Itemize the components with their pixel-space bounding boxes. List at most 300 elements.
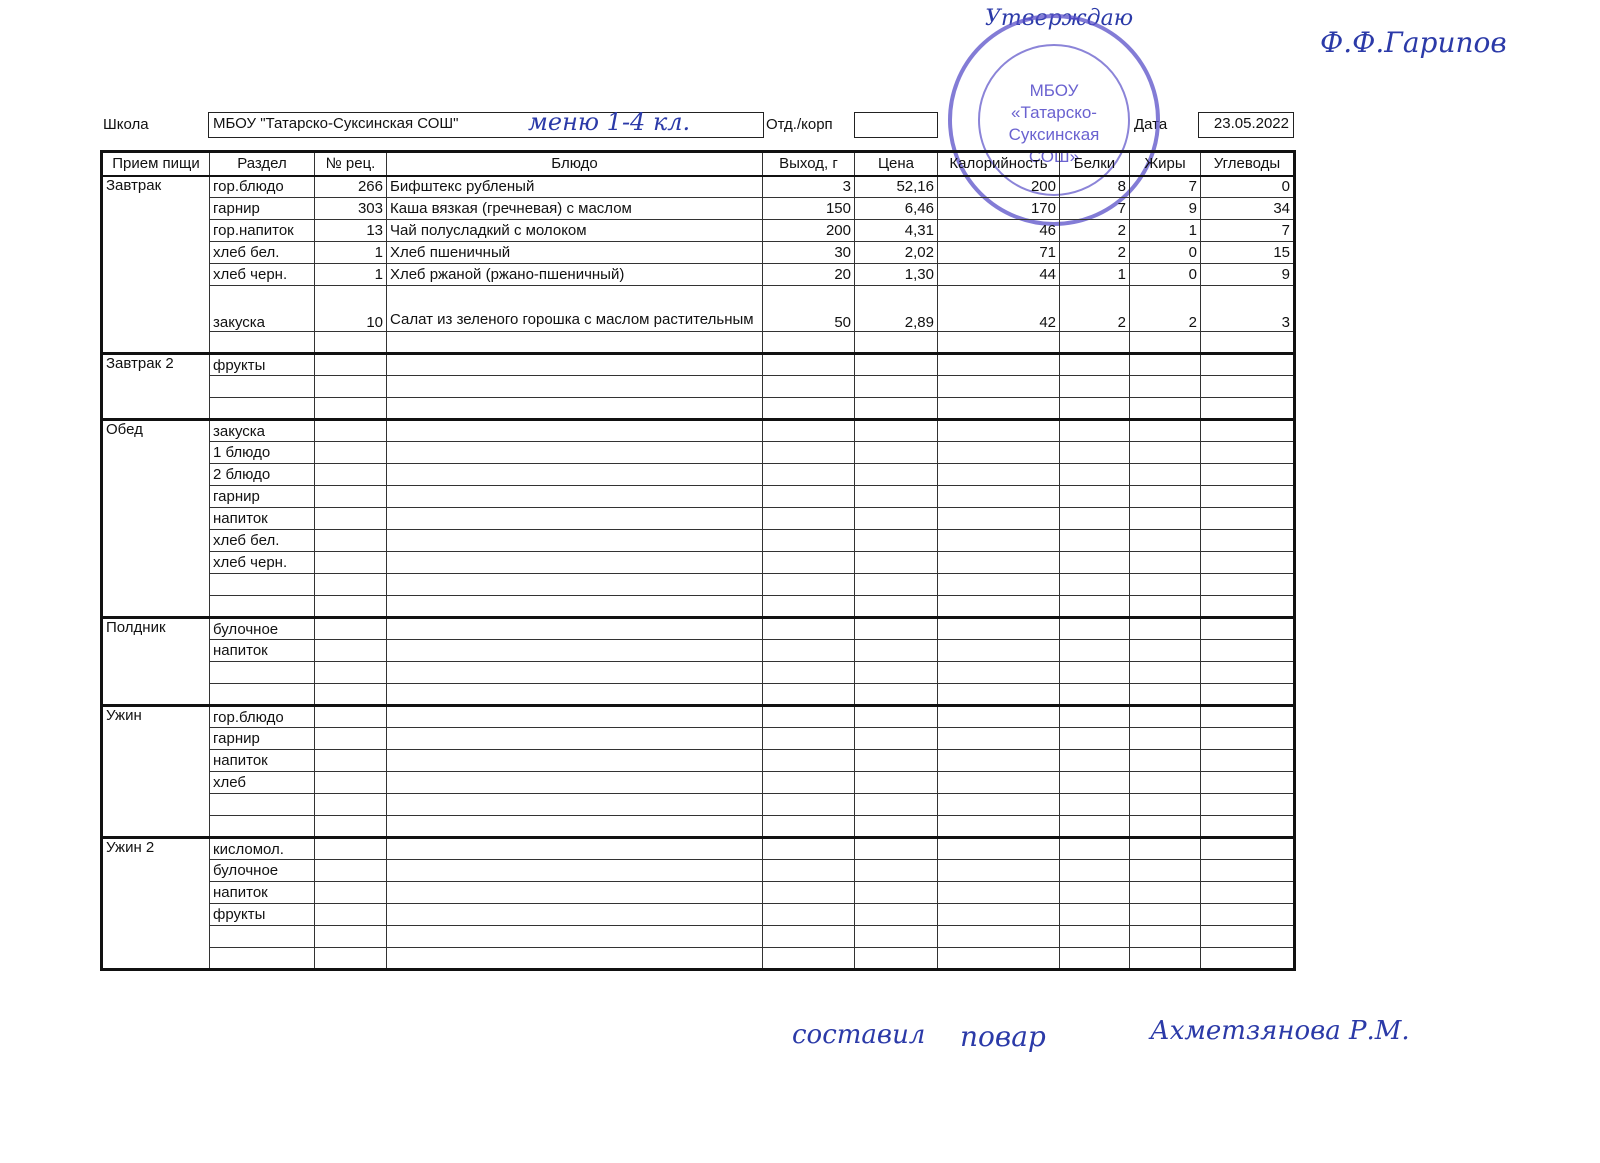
- output-cell: [763, 662, 855, 684]
- recipe-cell: [315, 750, 387, 772]
- dish-cell: [387, 904, 763, 926]
- dish-cell: [387, 420, 763, 442]
- table-row: [102, 904, 1295, 926]
- table-row: [102, 640, 1295, 662]
- price-cell: [855, 882, 938, 904]
- output-cell: [763, 728, 855, 750]
- fat-cell: [1130, 376, 1201, 398]
- carbs-cell: [1201, 794, 1295, 816]
- output-cell: [763, 860, 855, 882]
- price-cell: [855, 464, 938, 486]
- section-cell: [210, 816, 315, 838]
- calories-cell: 42: [938, 286, 1060, 332]
- fat-cell: [1130, 662, 1201, 684]
- protein-cell: 1: [1060, 264, 1130, 286]
- recipe-cell: [315, 684, 387, 706]
- price-cell: [855, 442, 938, 464]
- price-cell: [855, 486, 938, 508]
- output-cell: [763, 508, 855, 530]
- protein-cell: [1060, 684, 1130, 706]
- output-cell: [763, 596, 855, 618]
- recipe-cell: [315, 860, 387, 882]
- section-cell: напиток: [210, 882, 315, 904]
- calories-cell: [938, 640, 1060, 662]
- price-cell: [855, 948, 938, 970]
- recipe-cell: [315, 552, 387, 574]
- recipe-cell: [315, 706, 387, 728]
- meal-name-cell: Ужин 2: [102, 838, 210, 970]
- section-cell: [210, 926, 315, 948]
- recipe-cell: [315, 464, 387, 486]
- col-header-calories: Калорийность: [938, 152, 1060, 176]
- dish-cell: [387, 750, 763, 772]
- price-cell: [855, 772, 938, 794]
- calories-cell: [938, 618, 1060, 640]
- section-cell: напиток: [210, 640, 315, 662]
- stamp-line: «Татарско-: [1011, 103, 1097, 122]
- protein-cell: [1060, 794, 1130, 816]
- carbs-cell: [1201, 332, 1295, 354]
- section-cell: фрукты: [210, 354, 315, 376]
- output-cell: [763, 794, 855, 816]
- carbs-cell: [1201, 772, 1295, 794]
- calories-cell: [938, 530, 1060, 552]
- table-row: [102, 420, 1295, 442]
- protein-cell: [1060, 596, 1130, 618]
- table-row: [102, 176, 1295, 198]
- calories-cell: [938, 442, 1060, 464]
- price-cell: 6,46: [855, 198, 938, 220]
- carbs-cell: [1201, 574, 1295, 596]
- output-cell: 150: [763, 198, 855, 220]
- dept-label: Отд./корп: [766, 116, 833, 133]
- calories-cell: [938, 684, 1060, 706]
- recipe-cell: [315, 376, 387, 398]
- table-row: [102, 882, 1295, 904]
- recipe-cell: [315, 618, 387, 640]
- protein-cell: [1060, 332, 1130, 354]
- price-cell: [855, 618, 938, 640]
- col-header-dish: Блюдо: [387, 152, 763, 176]
- col-header-recipe: № рец.: [315, 152, 387, 176]
- fat-cell: [1130, 772, 1201, 794]
- price-cell: 2,89: [855, 286, 938, 332]
- protein-cell: [1060, 816, 1130, 838]
- calories-cell: [938, 728, 1060, 750]
- table-row: [102, 552, 1295, 574]
- section-cell: булочное: [210, 860, 315, 882]
- table-row: [102, 264, 1295, 286]
- calories-cell: 170: [938, 198, 1060, 220]
- table-row: [102, 706, 1295, 728]
- dish-cell: [387, 640, 763, 662]
- section-cell: гор.блюдо: [210, 176, 315, 198]
- section-cell: гарнир: [210, 486, 315, 508]
- calories-cell: [938, 552, 1060, 574]
- dish-cell: [387, 816, 763, 838]
- calories-cell: [938, 398, 1060, 420]
- carbs-cell: [1201, 442, 1295, 464]
- output-cell: [763, 926, 855, 948]
- table-row: [102, 220, 1295, 242]
- recipe-cell: [315, 354, 387, 376]
- protein-cell: [1060, 860, 1130, 882]
- recipe-cell: 1: [315, 242, 387, 264]
- protein-cell: [1060, 750, 1130, 772]
- carbs-cell: [1201, 376, 1295, 398]
- recipe-cell: 266: [315, 176, 387, 198]
- carbs-cell: [1201, 640, 1295, 662]
- price-cell: [855, 398, 938, 420]
- output-cell: [763, 354, 855, 376]
- calories-cell: [938, 750, 1060, 772]
- handwritten-cook-name: Ахметзянова Р.М.: [1150, 1016, 1410, 1046]
- price-cell: [855, 596, 938, 618]
- calories-cell: [938, 904, 1060, 926]
- recipe-cell: [315, 420, 387, 442]
- col-header-price: Цена: [855, 152, 938, 176]
- calories-cell: [938, 574, 1060, 596]
- carbs-cell: 3: [1201, 286, 1295, 332]
- protein-cell: 2: [1060, 242, 1130, 264]
- carbs-cell: [1201, 552, 1295, 574]
- section-cell: [210, 596, 315, 618]
- protein-cell: [1060, 464, 1130, 486]
- recipe-cell: [315, 926, 387, 948]
- dish-cell: Салат из зеленого горошка с маслом растительным: [387, 286, 763, 332]
- meal-name-cell: Завтрак 2: [102, 354, 210, 420]
- section-cell: гарнир: [210, 728, 315, 750]
- section-cell: [210, 398, 315, 420]
- output-cell: 30: [763, 242, 855, 264]
- meal-name-cell: Полдник: [102, 618, 210, 706]
- calories-cell: [938, 486, 1060, 508]
- stamp-line: МБОУ: [1029, 81, 1079, 100]
- carbs-cell: [1201, 464, 1295, 486]
- recipe-cell: [315, 596, 387, 618]
- dept-field: [854, 112, 938, 138]
- handwritten-menu-note: меню 1-4 кл.: [528, 108, 691, 136]
- carbs-cell: 34: [1201, 198, 1295, 220]
- protein-cell: [1060, 398, 1130, 420]
- output-cell: [763, 486, 855, 508]
- fat-cell: [1130, 486, 1201, 508]
- dish-cell: [387, 706, 763, 728]
- meal-name-cell: Обед: [102, 420, 210, 618]
- protein-cell: 7: [1060, 198, 1130, 220]
- calories-cell: [938, 882, 1060, 904]
- table-row: [102, 596, 1295, 618]
- fat-cell: 7: [1130, 176, 1201, 198]
- section-cell: [210, 332, 315, 354]
- carbs-cell: [1201, 706, 1295, 728]
- section-cell: хлеб бел.: [210, 242, 315, 264]
- carbs-cell: 0: [1201, 176, 1295, 198]
- table-row: [102, 860, 1295, 882]
- fat-cell: [1130, 640, 1201, 662]
- carbs-cell: [1201, 618, 1295, 640]
- output-cell: 3: [763, 176, 855, 198]
- fat-cell: 9: [1130, 198, 1201, 220]
- output-cell: [763, 706, 855, 728]
- dish-cell: [387, 596, 763, 618]
- carbs-cell: [1201, 926, 1295, 948]
- output-cell: [763, 398, 855, 420]
- dish-cell: [387, 772, 763, 794]
- calories-cell: [938, 926, 1060, 948]
- table-row: [102, 728, 1295, 750]
- output-cell: 50: [763, 286, 855, 332]
- price-cell: [855, 750, 938, 772]
- section-cell: [210, 684, 315, 706]
- table-row: [102, 772, 1295, 794]
- fat-cell: [1130, 574, 1201, 596]
- dish-cell: [387, 728, 763, 750]
- recipe-cell: [315, 332, 387, 354]
- protein-cell: [1060, 574, 1130, 596]
- dish-cell: [387, 508, 763, 530]
- fat-cell: [1130, 750, 1201, 772]
- dish-cell: [387, 354, 763, 376]
- dish-cell: Хлеб ржаной (ржано-пшеничный): [387, 264, 763, 286]
- output-cell: [763, 376, 855, 398]
- carbs-cell: 9: [1201, 264, 1295, 286]
- carbs-cell: 7: [1201, 220, 1295, 242]
- protein-cell: [1060, 552, 1130, 574]
- fat-cell: [1130, 860, 1201, 882]
- table-row: [102, 198, 1295, 220]
- recipe-cell: [315, 662, 387, 684]
- date-label: Дата: [1134, 116, 1168, 133]
- protein-cell: [1060, 354, 1130, 376]
- fat-cell: [1130, 530, 1201, 552]
- col-header-protein: Белки: [1060, 152, 1130, 176]
- protein-cell: [1060, 486, 1130, 508]
- price-cell: [855, 904, 938, 926]
- calories-cell: [938, 662, 1060, 684]
- dish-cell: [387, 552, 763, 574]
- table-row: [102, 398, 1295, 420]
- col-header-output: Выход, г: [763, 152, 855, 176]
- section-cell: хлеб черн.: [210, 552, 315, 574]
- carbs-cell: [1201, 530, 1295, 552]
- output-cell: [763, 904, 855, 926]
- table-row: [102, 684, 1295, 706]
- table-row: [102, 948, 1295, 970]
- handwritten-compiled: составил: [792, 1020, 926, 1050]
- carbs-cell: [1201, 420, 1295, 442]
- dish-cell: [387, 574, 763, 596]
- fat-cell: [1130, 398, 1201, 420]
- section-cell: гор.блюдо: [210, 706, 315, 728]
- col-header-section: Раздел: [210, 152, 315, 176]
- handwritten-approved: Утверждаю: [985, 6, 1134, 31]
- menu-table: [100, 150, 1296, 971]
- protein-cell: [1060, 948, 1130, 970]
- handwritten-cook: повар: [960, 1020, 1046, 1053]
- price-cell: [855, 794, 938, 816]
- price-cell: [855, 574, 938, 596]
- dish-cell: [387, 882, 763, 904]
- carbs-cell: [1201, 508, 1295, 530]
- recipe-cell: 1: [315, 264, 387, 286]
- protein-cell: [1060, 640, 1130, 662]
- output-cell: [763, 552, 855, 574]
- calories-cell: [938, 376, 1060, 398]
- recipe-cell: 10: [315, 286, 387, 332]
- output-cell: [763, 816, 855, 838]
- fat-cell: [1130, 354, 1201, 376]
- dish-cell: [387, 464, 763, 486]
- calories-cell: [938, 706, 1060, 728]
- price-cell: [855, 684, 938, 706]
- recipe-cell: [315, 486, 387, 508]
- output-cell: [763, 530, 855, 552]
- table-row: [102, 750, 1295, 772]
- col-header-carbs: Углеводы: [1201, 152, 1295, 176]
- carbs-cell: [1201, 882, 1295, 904]
- table-row: [102, 332, 1295, 354]
- protein-cell: [1060, 420, 1130, 442]
- carbs-cell: 15: [1201, 242, 1295, 264]
- protein-cell: [1060, 442, 1130, 464]
- fat-cell: [1130, 794, 1201, 816]
- table-row: [102, 530, 1295, 552]
- dish-cell: [387, 442, 763, 464]
- section-cell: [210, 376, 315, 398]
- price-cell: [855, 860, 938, 882]
- output-cell: [763, 464, 855, 486]
- dish-cell: [387, 662, 763, 684]
- protein-cell: [1060, 376, 1130, 398]
- dish-cell: Хлеб пшеничный: [387, 242, 763, 264]
- fat-cell: [1130, 684, 1201, 706]
- section-cell: хлеб бел.: [210, 530, 315, 552]
- calories-cell: [938, 794, 1060, 816]
- output-cell: [763, 332, 855, 354]
- calories-cell: 200: [938, 176, 1060, 198]
- fat-cell: [1130, 552, 1201, 574]
- carbs-cell: [1201, 354, 1295, 376]
- price-cell: [855, 530, 938, 552]
- protein-cell: [1060, 882, 1130, 904]
- section-cell: булочное: [210, 618, 315, 640]
- protein-cell: [1060, 728, 1130, 750]
- dish-cell: Чай полусладкий с молоком: [387, 220, 763, 242]
- output-cell: 200: [763, 220, 855, 242]
- section-cell: [210, 948, 315, 970]
- section-cell: напиток: [210, 750, 315, 772]
- section-cell: фрукты: [210, 904, 315, 926]
- stamp-line: СОШ»: [1028, 147, 1080, 166]
- carbs-cell: [1201, 486, 1295, 508]
- date-value: 23.05.2022: [1213, 115, 1289, 132]
- price-cell: [855, 640, 938, 662]
- fat-cell: 1: [1130, 220, 1201, 242]
- calories-cell: 71: [938, 242, 1060, 264]
- dish-cell: [387, 684, 763, 706]
- section-cell: 2 блюдо: [210, 464, 315, 486]
- output-cell: [763, 442, 855, 464]
- table-row: [102, 242, 1295, 264]
- carbs-cell: [1201, 684, 1295, 706]
- fat-cell: 0: [1130, 242, 1201, 264]
- price-cell: [855, 376, 938, 398]
- calories-cell: [938, 816, 1060, 838]
- price-cell: [855, 706, 938, 728]
- output-cell: [763, 420, 855, 442]
- table-row: [102, 354, 1295, 376]
- fat-cell: [1130, 464, 1201, 486]
- table-row: [102, 574, 1295, 596]
- section-cell: [210, 794, 315, 816]
- section-cell: гор.напиток: [210, 220, 315, 242]
- price-cell: 2,02: [855, 242, 938, 264]
- carbs-cell: [1201, 662, 1295, 684]
- recipe-cell: 13: [315, 220, 387, 242]
- protein-cell: [1060, 706, 1130, 728]
- table-row: [102, 464, 1295, 486]
- dish-cell: Каша вязкая (гречневая) с маслом: [387, 198, 763, 220]
- dish-cell: [387, 618, 763, 640]
- recipe-cell: [315, 904, 387, 926]
- fat-cell: [1130, 618, 1201, 640]
- dish-cell: [387, 398, 763, 420]
- calories-cell: [938, 508, 1060, 530]
- table-row: [102, 286, 1295, 332]
- recipe-cell: [315, 574, 387, 596]
- dish-cell: [387, 530, 763, 552]
- dish-cell: [387, 376, 763, 398]
- dish-cell: [387, 926, 763, 948]
- recipe-cell: [315, 728, 387, 750]
- school-label: Школа: [103, 116, 149, 133]
- section-cell: хлеб черн.: [210, 264, 315, 286]
- price-cell: 4,31: [855, 220, 938, 242]
- table-row: [102, 816, 1295, 838]
- fat-cell: [1130, 816, 1201, 838]
- calories-cell: [938, 772, 1060, 794]
- dish-cell: [387, 838, 763, 860]
- table-header-row: [102, 152, 1295, 176]
- price-cell: [855, 354, 938, 376]
- protein-cell: [1060, 838, 1130, 860]
- price-cell: 52,16: [855, 176, 938, 198]
- calories-cell: [938, 596, 1060, 618]
- recipe-cell: 303: [315, 198, 387, 220]
- fat-cell: [1130, 926, 1201, 948]
- calories-cell: 44: [938, 264, 1060, 286]
- section-cell: [210, 662, 315, 684]
- dish-cell: Бифштекс рубленый: [387, 176, 763, 198]
- table-row: [102, 486, 1295, 508]
- output-cell: [763, 882, 855, 904]
- table-row: [102, 618, 1295, 640]
- dish-cell: [387, 948, 763, 970]
- table-row: [102, 508, 1295, 530]
- fat-cell: [1130, 882, 1201, 904]
- calories-cell: [938, 464, 1060, 486]
- protein-cell: 2: [1060, 286, 1130, 332]
- recipe-cell: [315, 838, 387, 860]
- recipe-cell: [315, 640, 387, 662]
- section-cell: гарнир: [210, 198, 315, 220]
- table-row: [102, 662, 1295, 684]
- protein-cell: [1060, 772, 1130, 794]
- protein-cell: [1060, 618, 1130, 640]
- price-cell: [855, 838, 938, 860]
- recipe-cell: [315, 530, 387, 552]
